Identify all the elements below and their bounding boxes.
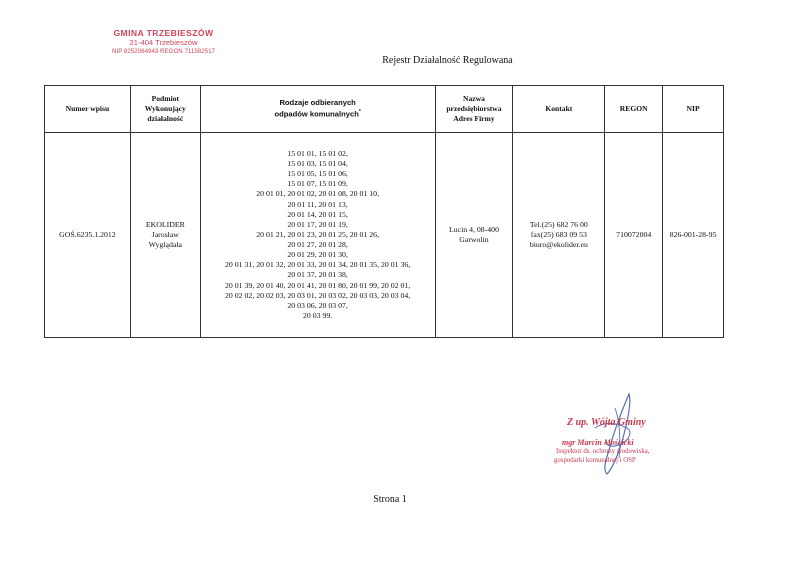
waste-code-line: 20 01 31, 20 01 32, 20 01 33, 20 01 34, 20 01 35, 20 01 36, <box>225 260 411 270</box>
stamp-ids: NIP 8252064943 REGON 711582517 <box>112 47 215 55</box>
waste-code-line: 20 01 37, 20 01 38, <box>287 270 348 280</box>
waste-code-line: 20 03 06, 20 03 07, <box>287 300 348 310</box>
podmiot-line1: EKOLIDER <box>145 219 185 229</box>
header-nazwa: Nazwa przedsiębiorstwa Adres Firmy <box>435 86 513 133</box>
page-number: Strona 1 <box>373 494 407 505</box>
podmiot-line2: Jarosław <box>151 229 179 239</box>
waste-code-line: 20 02 02, 20 02 03, 20 03 01, 20 03 02, 20 03 03, 20 03 04, <box>225 290 411 300</box>
signature-position-line2: gospodarki komunalnej i OSP <box>554 457 636 464</box>
waste-code-line: 20 01 27, 20 01 28, <box>287 240 348 250</box>
waste-code-line: 20 01 29, 20 01 30, <box>287 250 348 260</box>
municipality-stamp <box>112 29 215 55</box>
header-kontakt: Kontakt <box>513 86 605 133</box>
cell-waste-codes <box>200 133 435 338</box>
waste-code-line: 20 01 17, 20 01 19, <box>287 219 348 229</box>
register-table <box>44 85 724 338</box>
table-row <box>45 133 724 338</box>
handwritten-signature-icon <box>585 388 645 478</box>
cell-numer: GOŚ.6235.1.2012 <box>45 133 131 338</box>
header-rodzaje-line2-wrap <box>203 109 433 120</box>
header-rodzaje <box>200 86 435 133</box>
signature-name: mgr Marcin Mościcki <box>562 438 634 447</box>
waste-code-line: 20 01 11, 20 01 13, <box>287 199 348 209</box>
stamp-name: GMINA TRZEBIESZÓW <box>113 28 214 38</box>
table-header-row <box>45 86 724 133</box>
footnote-mark: * <box>358 108 361 115</box>
header-rodzaje-line1: Rodzaje odbieranych <box>279 98 356 108</box>
waste-code-line: 15 01 07, 15 01 09, <box>287 179 348 189</box>
header-numer: Numer wpisu <box>45 86 131 133</box>
waste-code-line: 20 01 39, 20 01 40, 20 01 41, 20 01 80, 20 01 99, 20 02 01, <box>225 280 411 290</box>
kontakt-phone: Tel.(25) 682 76 00 <box>529 219 588 229</box>
signature-line1: Z up. Wójta Gminy <box>567 417 646 428</box>
waste-code-line: 20 01 01, 20 01 02, 20 01 08, 20 01 10, <box>256 189 380 199</box>
kontakt-fax: fax(25) 683 09 53 <box>530 229 587 239</box>
page-title: Rejestr Działalność Regulowana <box>382 55 513 66</box>
waste-code-line: 15 01 05, 15 01 06, <box>287 169 348 179</box>
adres-line1: Lucin 4, 08-400 <box>448 224 499 234</box>
page-footer <box>0 494 800 505</box>
podmiot-line3: Wyglądała <box>148 240 182 250</box>
waste-code-line: 20 03 99. <box>303 310 333 320</box>
cell-regon: 710072004 <box>605 133 663 338</box>
waste-code-line: 15 01 01, 15 01 02, <box>287 148 348 158</box>
header-podmiot: Podmiot Wykonujący działalność <box>130 86 200 133</box>
waste-code-line: 20 01 14, 20 01 15, <box>287 209 348 219</box>
cell-adres <box>435 133 513 338</box>
header-nip: NIP <box>663 86 724 133</box>
header-regon: REGON <box>605 86 663 133</box>
signature-position-line1: Inspektor ds. ochrony środowiska, <box>556 448 650 455</box>
cell-podmiot <box>130 133 200 338</box>
waste-code-line: 15 01 03, 15 01 04, <box>287 159 348 169</box>
cell-kontakt <box>513 133 605 338</box>
kontakt-email: biuro@ekolider.eu <box>529 240 588 250</box>
cell-nip: 826-001-28-95 <box>663 133 724 338</box>
header-rodzaje-line2: odpadów komunalnych <box>274 109 359 119</box>
stamp-address: 21-404 Trzebieszów <box>129 37 198 47</box>
waste-code-line: 20 01 21, 20 01 23, 20 01 25, 20 01 26, <box>256 229 380 239</box>
adres-line2: Garwolin <box>459 235 489 244</box>
